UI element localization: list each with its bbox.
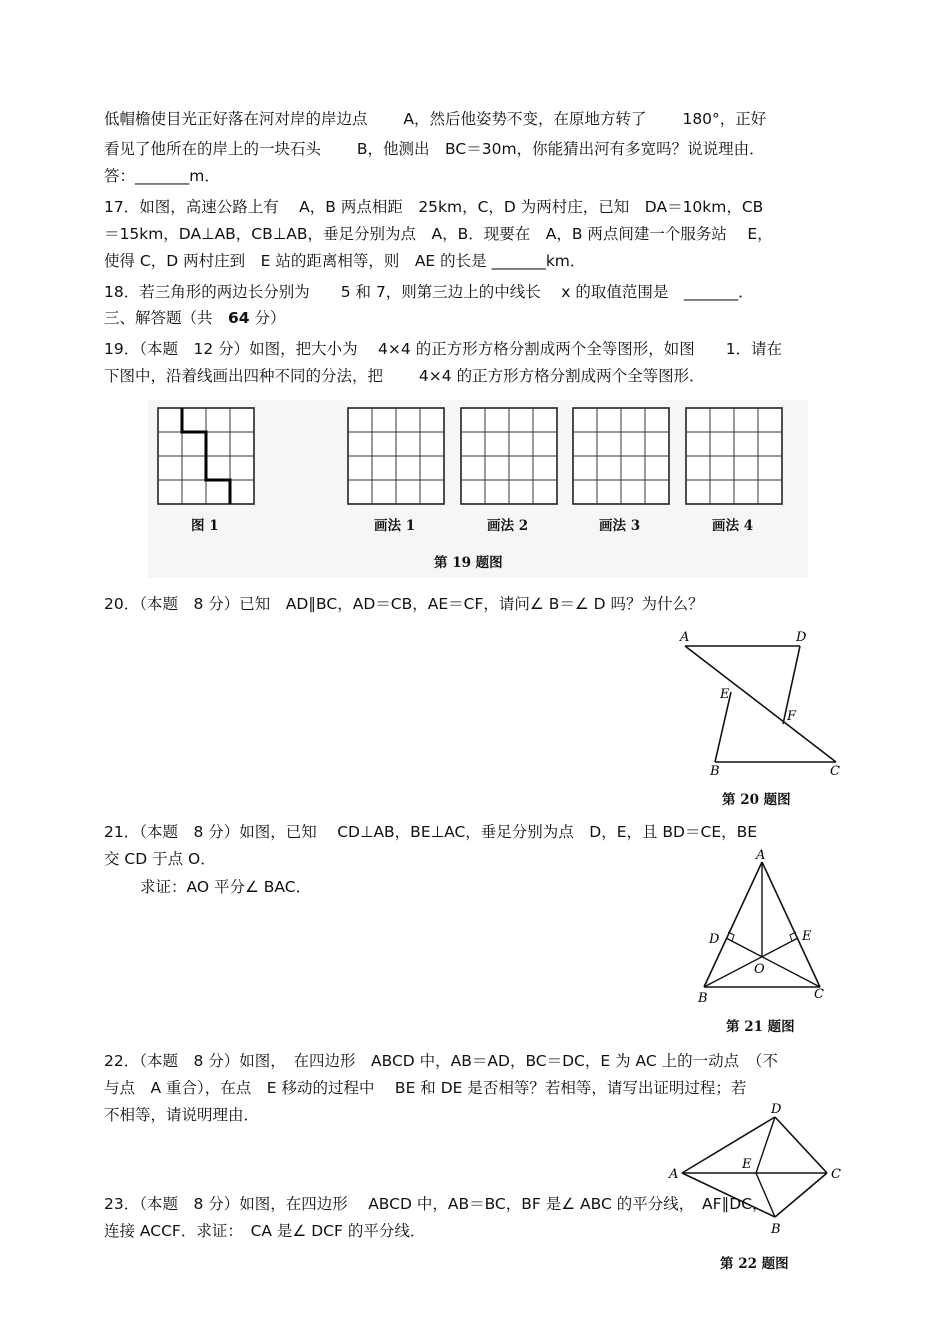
figure-20-caption: 第 20 题图: [722, 792, 791, 808]
point-label-b: B: [771, 1222, 781, 1237]
q22-line-1: 22．（本题 8 分）如图， 在四边形 ABCD 中，AB＝AD，BC＝DC，E 为 AC 上的一动点 （不: [104, 1052, 778, 1070]
grid-method-3: [573, 408, 669, 504]
point-label-e: E: [802, 929, 812, 944]
point-label-f: F: [787, 709, 797, 724]
figure-22: [664, 1100, 849, 1280]
grid-method-4: [686, 408, 782, 504]
point-label-a: A: [756, 848, 766, 863]
section-3-prefix: 三、解答题（共: [104, 309, 229, 327]
point-label-d: D: [709, 932, 720, 947]
point-label-e: E: [742, 1157, 752, 1172]
q21-prove: 求证：AO 平分∠ BAC．: [140, 878, 312, 896]
point-label-e: E: [720, 687, 730, 702]
figure-19-caption: 第 19 题图: [434, 555, 503, 571]
q18-line: 18．若三角形的两边长分别为 5 和 7，则第三边上的中线长 x 的取值范围是 _______．: [104, 283, 754, 301]
grid-method-1: [348, 408, 444, 504]
point-label-b: B: [710, 764, 720, 779]
q22-line-3: 不相等，请说明理由．: [104, 1106, 260, 1124]
q20-line: 20．（本题 8 分）已知 AD∥BC，AD＝CB，AE＝CF，请问∠ B＝∠ D 吗？为什么？: [104, 595, 704, 613]
figure-20-drawing: [672, 624, 852, 814]
figure-19: [148, 400, 808, 578]
q17-line-1: 17．如图，高速公路上有 A，B 两点相距 25km，C，D 为两村庄，已知 DA＝10km，CB: [104, 198, 764, 216]
figure-22-caption: 第 22 题图: [720, 1256, 789, 1272]
section-3-heading: [104, 308, 286, 328]
q19-line-1: 19．（本题 12 分）如图，把大小为 4×4 的正方形方格分割成两个全等图形，如图 1．请在: [104, 340, 783, 358]
point-label-a: A: [680, 630, 690, 645]
section-3-tail: 分）: [249, 309, 286, 327]
q17-line-2: ＝15km，DA⊥AB，CB⊥AB，垂足分别为点 A，B．现要在 A，B 两点间建一个服务站 E，: [104, 225, 773, 243]
q23-line-2: 连接 ACCF．求证： CA 是∠ DCF 的平分线．: [104, 1222, 426, 1240]
point-label-a: A: [669, 1167, 679, 1182]
figure-20: [672, 624, 852, 814]
q21-line-1: 21．（本题 8 分）如图，已知 CD⊥AB，BE⊥AC，垂足分别为点 D，E，且 BD＝CE，BE: [104, 823, 758, 841]
q23-line-1: 23．（本题 8 分）如图，在四边形 ABCD 中，AB＝BC，BF 是∠ ABC 的平分线， AF∥DC，: [104, 1195, 768, 1213]
point-label-c: C: [814, 987, 824, 1002]
figure-21-caption: 第 21 题图: [726, 1019, 795, 1035]
figure-21: [692, 842, 842, 1035]
section-3-score: 64: [228, 309, 250, 327]
point-label-d: D: [771, 1102, 782, 1117]
q17-line-3: 使得 C，D 两村庄到 E 站的距离相等，则 AE 的长是 _______km．: [104, 252, 586, 270]
text-line-1: 低帽檐使目光正好落在河对岸的岸边点 A，然后他姿势不变，在原地方转了 180°，正好: [104, 110, 767, 128]
text-line-2: 看见了他所在的岸上的一块石头 B，他测出 BC＝30m，你能猜出河有多宽吗？说说理由．: [104, 140, 765, 158]
point-label-o: O: [754, 962, 765, 977]
point-label-b: B: [698, 991, 708, 1006]
label-method-4: 画法 4: [712, 518, 754, 534]
label-method-3: 画法 3: [599, 518, 641, 534]
point-label-c: C: [830, 764, 840, 779]
point-label-d: D: [796, 630, 807, 645]
grid-method-2: [461, 408, 557, 504]
label-figure-1: 图 1: [191, 518, 219, 534]
q21-line-2: 交 CD 于点 O．: [104, 850, 216, 868]
text-line-3: 答：_______m．: [104, 167, 220, 185]
q22-line-2: 与点 A 重合），在点 E 移动的过程中 BE 和 DE 是否相等？若相等，请写出证明过程；若: [104, 1079, 747, 1097]
label-method-2: 画法 2: [487, 518, 529, 534]
label-method-1: 画法 1: [374, 518, 416, 534]
point-label-c: C: [831, 1167, 841, 1182]
figure-21-drawing: [692, 842, 842, 1032]
q19-line-2: 下图中，沿着线画出四种不同的分法，把 4×4 的正方形方格分割成两个全等图形．: [104, 367, 705, 385]
